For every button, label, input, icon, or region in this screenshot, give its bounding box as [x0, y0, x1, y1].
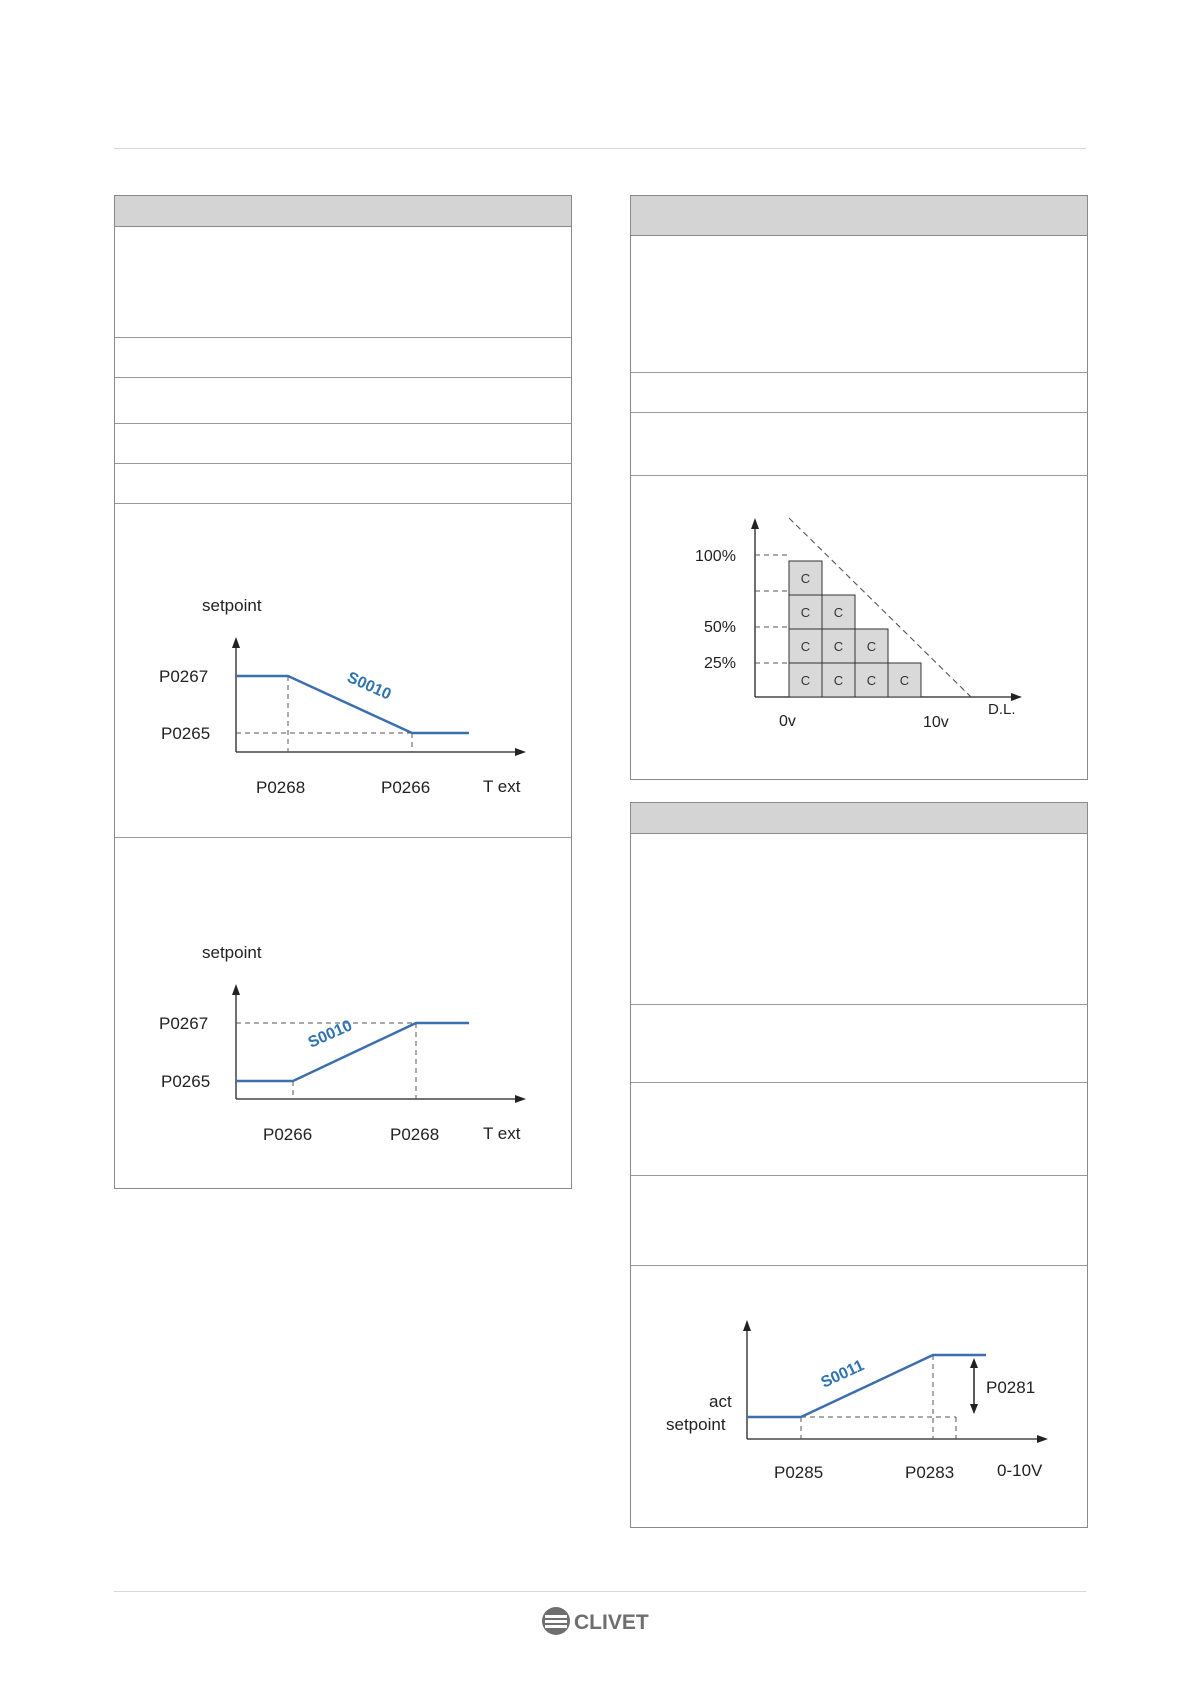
- y-axis-title: setpoint: [202, 943, 262, 962]
- clivet-logo-mark: [541, 1604, 666, 1638]
- header-rule: [114, 148, 1086, 149]
- y-label-top: P0267: [159, 1014, 209, 1033]
- x-label-2: P0268: [390, 1125, 440, 1144]
- step-cell-label: C: [866, 639, 877, 654]
- x-axis-title: 0-10V: [997, 1461, 1043, 1480]
- x-label-1: P0268: [256, 778, 306, 797]
- right-bottom-panel: [630, 802, 1088, 1528]
- y-title-act: act: [709, 1392, 732, 1411]
- x-label-1: P0285: [774, 1463, 824, 1482]
- right-top-panel: [630, 195, 1088, 780]
- step-cells: [789, 561, 921, 697]
- x-label-2: P0266: [381, 778, 431, 797]
- left-panel: [114, 195, 572, 1189]
- step-cell-label: C: [833, 673, 844, 688]
- step-cell-label: C: [866, 673, 877, 688]
- y-title-setpoint: setpoint: [666, 1415, 726, 1434]
- step-cell-label: C: [833, 639, 844, 654]
- line-label: S0011: [818, 1357, 867, 1392]
- clivet-logo: [541, 1604, 666, 1638]
- y-label-bottom: P0265: [161, 724, 211, 743]
- step-cell-label: C: [833, 605, 844, 620]
- y-axis-title: setpoint: [202, 596, 262, 615]
- setpoint-diagram-increasing: [115, 196, 573, 1190]
- step-cell-label: C: [800, 571, 811, 586]
- y-label-bottom: P0265: [161, 1072, 211, 1091]
- steps-diagram: [631, 196, 1089, 781]
- x-axis-title: D.L.: [988, 701, 1016, 718]
- y-label-50: 50%: [704, 619, 737, 636]
- x-label-2: P0283: [905, 1463, 955, 1482]
- step-cell-label: C: [899, 673, 910, 688]
- x-axis-title: T ext: [483, 777, 521, 796]
- x-label-1: P0266: [263, 1125, 313, 1144]
- x-label-0v: 0v: [779, 713, 796, 730]
- brand-text: CLIVET: [574, 1611, 649, 1634]
- line-label: S0010: [305, 1017, 355, 1052]
- y-label-25: 25%: [704, 655, 737, 672]
- footer-rule: [114, 1591, 1086, 1592]
- x-axis-title: T ext: [483, 1124, 521, 1143]
- line-label: S0010: [344, 669, 394, 704]
- step-cell-label: C: [800, 605, 811, 620]
- y-label-100: 100%: [695, 548, 736, 565]
- y-label-top: P0267: [159, 667, 209, 686]
- right-label: P0281: [986, 1378, 1036, 1397]
- x-label-10v: 10v: [923, 714, 949, 731]
- analog-setpoint-diagram: [631, 803, 1089, 1529]
- step-cell-label: C: [800, 639, 811, 654]
- step-cell-label: C: [800, 673, 811, 688]
